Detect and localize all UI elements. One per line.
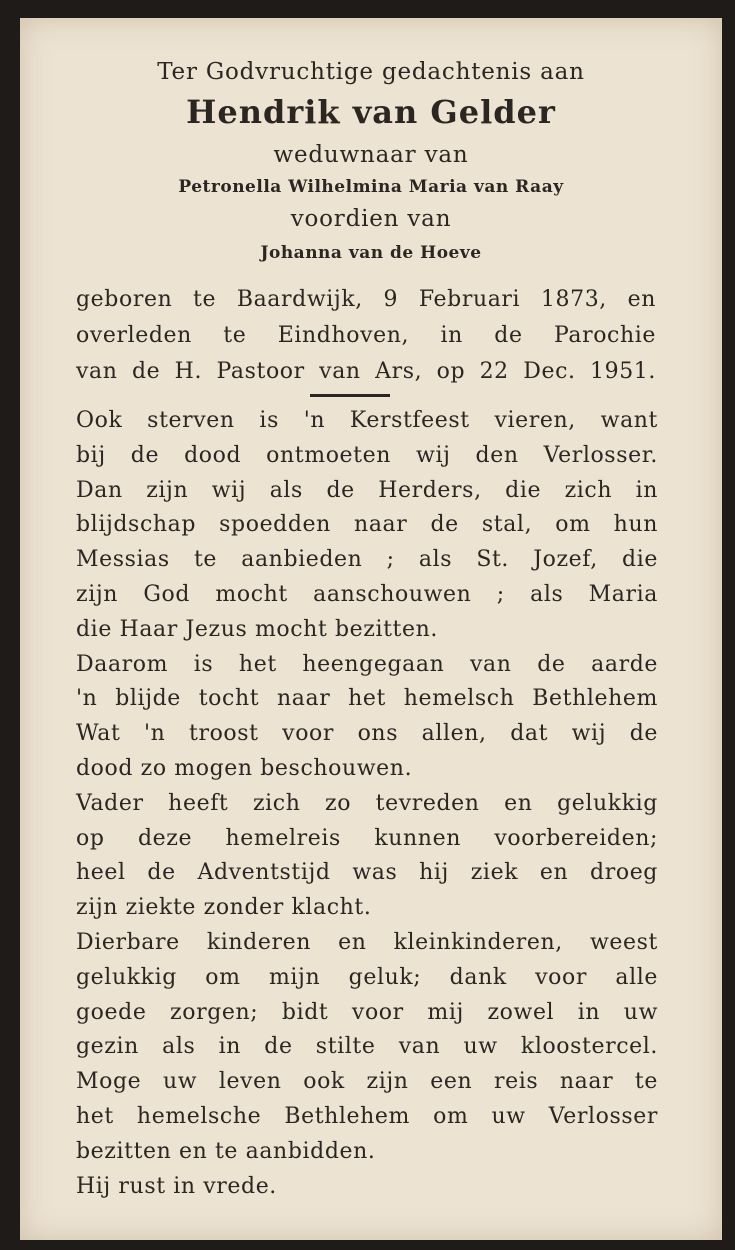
birth-line: geboren te Baardwijk, 9 Februari 1873, en bbox=[76, 287, 656, 312]
verse-line: goede zorgen; bidt voor mij zowel in uw bbox=[76, 999, 658, 1025]
verse-line: Moge uw leven ook zijn een reis naar te bbox=[76, 1069, 658, 1095]
verse-line: Daarom is het heengegaan van de aarde bbox=[76, 651, 658, 677]
widower-label: weduwnaar van bbox=[273, 142, 469, 168]
verse-line: die Haar Jezus mocht bezitten. bbox=[76, 616, 438, 642]
verse-line: Messias te aanbieden ; als St. Jozef, die bbox=[76, 547, 658, 573]
verse-line: Hij rust in vrede. bbox=[76, 1173, 277, 1199]
verse-line: bezitten en te aanbidden. bbox=[76, 1138, 376, 1164]
card-header bbox=[20, 58, 722, 270]
verse-line: 'n blijde tocht naar het hemelsch Bethlehem bbox=[76, 686, 658, 712]
previous-label: voordien van bbox=[290, 206, 452, 232]
spouse-name-2: Johanna van de Hoeve bbox=[260, 243, 482, 263]
verse-line: op deze hemelreis kunnen voorbereiden; bbox=[76, 825, 658, 851]
spouse-name-1: Petronella Wilhelmina Maria van Raay bbox=[178, 177, 564, 197]
birth-line: van de H. Pastoor van Ars, op 22 Dec. 1951. bbox=[76, 359, 656, 384]
verse-line: Vader heeft zich zo tevreden en gelukkig bbox=[76, 790, 658, 816]
verse-line: Dierbare kinderen en kleinkinderen, weest bbox=[76, 929, 658, 955]
intro-text: Ter Godvruchtige gedachtenis aan bbox=[157, 59, 585, 85]
verse-line: het hemelsche Bethlehem om uw Verlosser bbox=[76, 1103, 658, 1129]
deceased-name: Hendrik van Gelder bbox=[186, 93, 556, 131]
memorial-card bbox=[20, 18, 722, 1240]
verse-block bbox=[76, 404, 658, 1204]
verse-line: Ook sterven is 'n Kerstfeest vieren, want bbox=[76, 408, 658, 433]
verse-line: gelukkig om mijn geluk; dank voor alle bbox=[76, 964, 658, 990]
verse-line: Wat 'n troost voor ons allen, dat wij de bbox=[76, 721, 658, 747]
verse-line: Dan zijn wij als de Herders, die zich in bbox=[76, 477, 658, 503]
verse-line: bij de dood ontmoeten wij den Verlosser. bbox=[76, 442, 658, 468]
birth-death-block bbox=[76, 282, 656, 390]
birth-line: overleden te Eindhoven, in de Parochie bbox=[76, 323, 656, 348]
verse-line: zijn God mocht aanschouwen ; als Maria bbox=[76, 581, 658, 607]
verse-line: dood zo mogen beschouwen. bbox=[76, 755, 413, 781]
verse-line: heel de Adventstijd was hij ziek en droeg bbox=[76, 860, 658, 886]
verse-line: gezin als in de stilte van uw kloostercel. bbox=[76, 1034, 658, 1060]
verse-line: blijdschap spoedden naar de stal, om hun bbox=[76, 512, 658, 538]
divider-rule bbox=[310, 394, 390, 397]
verse-line: zijn ziekte zonder klacht. bbox=[76, 895, 372, 921]
